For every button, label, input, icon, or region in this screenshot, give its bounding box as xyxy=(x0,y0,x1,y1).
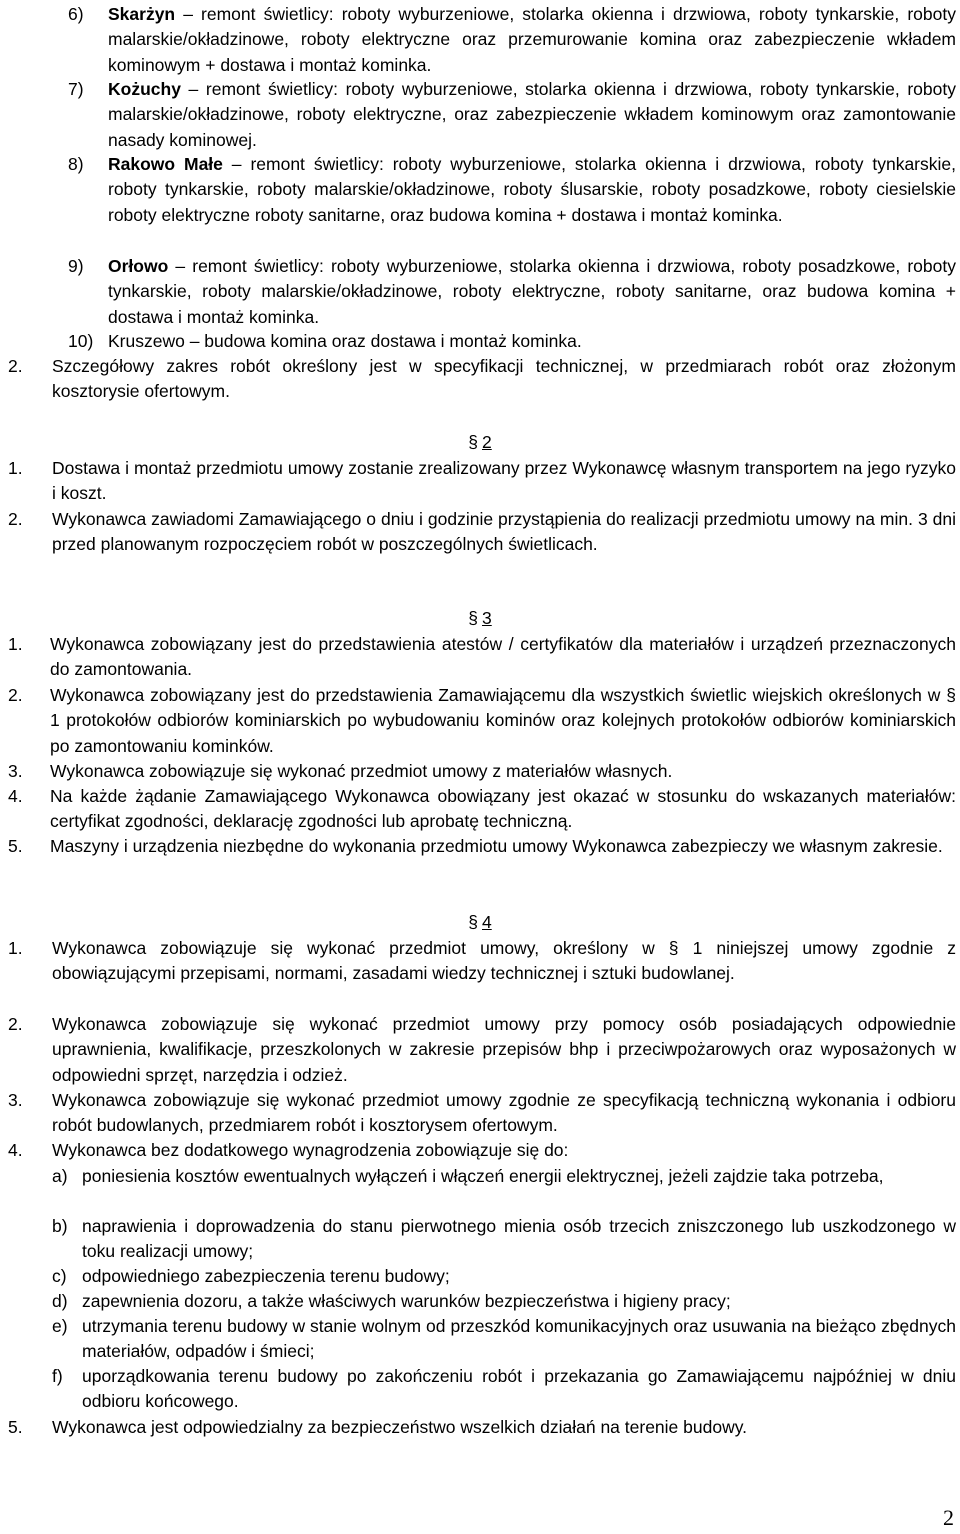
sub-point-d xyxy=(52,1289,956,1314)
point-text: Wykonawca bez dodatkowego wynagrodzenia zobowiązuje się do: xyxy=(52,1140,569,1160)
item-number: 8) xyxy=(68,154,84,174)
list-item-rakowo-male xyxy=(68,152,956,228)
section-3-point-2 xyxy=(8,683,956,759)
list-item-kruszewo xyxy=(68,329,956,354)
point-text: Wykonawca zobowiązany jest do przedstawienia atestów / certyfikatów dla materiałów i urządzeń przeznaczonych do zamontowania. xyxy=(50,634,956,680)
section-3-point-3 xyxy=(8,759,956,784)
village-name: Skarżyn xyxy=(108,4,176,24)
letter-text: uporządkowania terenu budowy po zakończeniu robót i przekazania go Zamawiającemu najpóźniej w dniu odbioru końcowego. xyxy=(82,1366,956,1412)
point-number: 2. xyxy=(8,685,23,705)
section-number: 4 xyxy=(482,912,492,932)
section-4-point-3 xyxy=(8,1088,956,1139)
section-number: 3 xyxy=(482,608,492,628)
section-2-point-2 xyxy=(8,507,956,558)
point-number: 3. xyxy=(8,1090,23,1110)
sub-point-a xyxy=(52,1164,956,1189)
sub-point-f xyxy=(52,1364,956,1415)
letter-label: c) xyxy=(52,1266,67,1286)
section-3-point-1 xyxy=(8,632,956,683)
letter-text: odpowiedniego zabezpieczenia terenu budowy; xyxy=(82,1266,450,1286)
list-item-kozuchy xyxy=(68,77,956,153)
letter-text: utrzymania terenu budowy w stanie wolnym od przeszkód komunikacyjnych oraz usuwania na bieżąco zbędnych materiałów, odpadów i śmieci; xyxy=(82,1316,956,1362)
village-name: Rakowo Małe xyxy=(108,154,223,174)
item-number: 7) xyxy=(68,79,84,99)
point-number: 5. xyxy=(8,1417,23,1437)
point-number: 2. xyxy=(8,509,23,529)
point-number: 1. xyxy=(8,458,23,478)
section-4-point-4 xyxy=(8,1138,956,1163)
letter-label: a) xyxy=(52,1166,68,1186)
section-3-point-4 xyxy=(8,784,956,835)
point-2 xyxy=(8,354,956,405)
point-number: 5. xyxy=(8,836,23,856)
section-4-point-2 xyxy=(8,1012,956,1088)
sub-point-b xyxy=(52,1214,956,1265)
point-number: 4. xyxy=(8,786,23,806)
item-text: Kruszewo – budowa komina oraz dostawa i montaż kominka. xyxy=(108,331,582,351)
letter-text: naprawienia i doprowadzenia do stanu pierwotnego mienia osób trzecich zniszczonego lub uszkodzonego w toku realizacji umowy; xyxy=(82,1216,956,1262)
sub-point-c xyxy=(52,1264,956,1289)
item-text: – remont świetlicy: roboty wyburzeniowe, stolarka okienna i drzwiowa, roboty tynkarskie, roboty malarskie/okładzinowe, roboty elektryczne oraz przemurowanie komina oraz zabezpieczenie wkładem kominowym + dostawa i montaż kominka. xyxy=(108,4,956,75)
point-number: 1. xyxy=(8,634,23,654)
point-number: 2. xyxy=(8,1014,23,1034)
list-item-orlowo xyxy=(68,254,956,330)
list-item-skarzyn xyxy=(68,2,956,78)
point-number: 3. xyxy=(8,761,23,781)
point-text: Na każde żądanie Zamawiającego Wykonawca obowiązany jest okazać w stosunku do wskazanych materiałów: certyfikat zgodności, deklarację zgodności lub aprobatę techniczną. xyxy=(50,786,956,832)
point-number: 4. xyxy=(8,1140,23,1160)
point-text: Wykonawca zobowiązuje się wykonać przedmiot umowy, określony w § 1 niniejszej umowy zgodnie z obowiązującymi przepisami, normami, zasadami wiedzy technicznej i sztuki budowlanej. xyxy=(52,938,956,984)
village-name: Kożuchy xyxy=(108,79,181,99)
item-number: 6) xyxy=(68,4,84,24)
point-text: Maszyny i urządzenia niezbędne do wykonania przedmiotu umowy Wykonawca zabezpieczy we własnym zakresie. xyxy=(50,836,943,856)
paragraph-sign: § xyxy=(468,432,478,452)
point-text: Wykonawca zawiadomi Zamawiającego o dniu i godzinie przystąpienia do realizacji przedmiotu umowy na min. 3 dni przed planowanym rozpoczęciem robót w poszczególnych świetlicach. xyxy=(52,509,956,555)
point-number: 1. xyxy=(8,938,23,958)
letter-label: e) xyxy=(52,1316,68,1336)
point-text: Wykonawca jest odpowiedzialny za bezpieczeństwo wszelkich działań na terenie budowy. xyxy=(52,1417,748,1437)
section-2-point-1 xyxy=(8,456,956,507)
letter-text: zapewnienia dozoru, a także właściwych warunków bezpieczeństwa i higieny pracy; xyxy=(82,1291,731,1311)
item-text: – remont świetlicy: roboty wyburzeniowe, stolarka okienna i drzwiowa, roboty tynkarskie, roboty malarskie/okładzinowe, roboty elektryczne, oraz zabezpieczenie wkładem kominowym oraz zamontowanie nasady kominowej. xyxy=(108,79,956,150)
point-text: Wykonawca zobowiązuje się wykonać przedmiot umowy zgodnie ze specyfikacją techniczną wykonania i odbioru robót budowlanych, przedmiarem robót i kosztorysem ofertowym. xyxy=(52,1090,956,1136)
item-text: – remont świetlicy: roboty wyburzeniowe, stolarka okienna i drzwiowa, roboty tynkarskie, roboty tynkarskie, roboty malarskie/okładzinowe, roboty ślusarskie, roboty posadzkowe, roboty ciesielskie roboty elektryczne roboty sanitarne, oraz budowa komina + dostawa i montaż kominka. xyxy=(108,154,956,225)
letter-label: d) xyxy=(52,1291,68,1311)
point-text: Wykonawca zobowiązuje się wykonać przedmiot umowy przy pomocy osób posiadających odpowiednie uprawnienia, kwalifikacje, przeszkolonych w zakresie przepisów bhp i przeciwpożarowych oraz wyposażonych w odpowiedni sprzęt, narzędzia i odzież. xyxy=(52,1014,956,1085)
point-text: Wykonawca zobowiązuje się wykonać przedmiot umowy z materiałów własnych. xyxy=(50,761,673,781)
letter-text: poniesienia kosztów ewentualnych wyłączeń i włączeń energii elektrycznej, jeżeli zajdzie taka potrzeba, xyxy=(82,1166,884,1186)
section-3-point-5 xyxy=(8,834,956,859)
letter-label: f) xyxy=(52,1366,63,1386)
section-heading-4 xyxy=(0,910,960,935)
item-number: 9) xyxy=(68,256,84,276)
section-heading-3 xyxy=(0,606,960,631)
page-number: 2 xyxy=(943,1504,954,1530)
section-4-point-5 xyxy=(8,1415,956,1440)
point-text: Szczegółowy zakres robót określony jest w specyfikacji technicznej, w przedmiarach robót oraz złożonym kosztorysie ofertowym. xyxy=(52,356,956,402)
letter-label: b) xyxy=(52,1216,68,1236)
village-name: Orłowo xyxy=(108,256,169,276)
section-number: 2 xyxy=(482,432,492,452)
point-text: Dostawa i montaż przedmiotu umowy zostanie zrealizowany przez Wykonawcę własnym transportem na jego ryzyko i koszt. xyxy=(52,458,956,504)
section-heading-2 xyxy=(0,430,960,455)
paragraph-sign: § xyxy=(468,912,478,932)
section-4-point-1 xyxy=(8,936,956,987)
point-number: 2. xyxy=(8,356,23,376)
item-text: – remont świetlicy: roboty wyburzeniowe, stolarka okienna i drzwiowa, roboty posadzkowe, roboty tynkarskie, roboty malarskie/okładzinowe, roboty elektryczne, roboty sanitarne, oraz budowa komina + dostawa i montaż kominka. xyxy=(108,256,956,327)
sub-point-e xyxy=(52,1314,956,1365)
point-text: Wykonawca zobowiązany jest do przedstawienia Zamawiającemu dla wszystkich świetlic wiejskich określonych w § 1 protokołów odbiorów kominiarskich po wybudowaniu kominów oraz kolejnych protokołów odbiorów kominiarskich po zamontowaniu kominków. xyxy=(50,685,956,756)
item-number: 10) xyxy=(68,331,94,351)
paragraph-sign: § xyxy=(468,608,478,628)
